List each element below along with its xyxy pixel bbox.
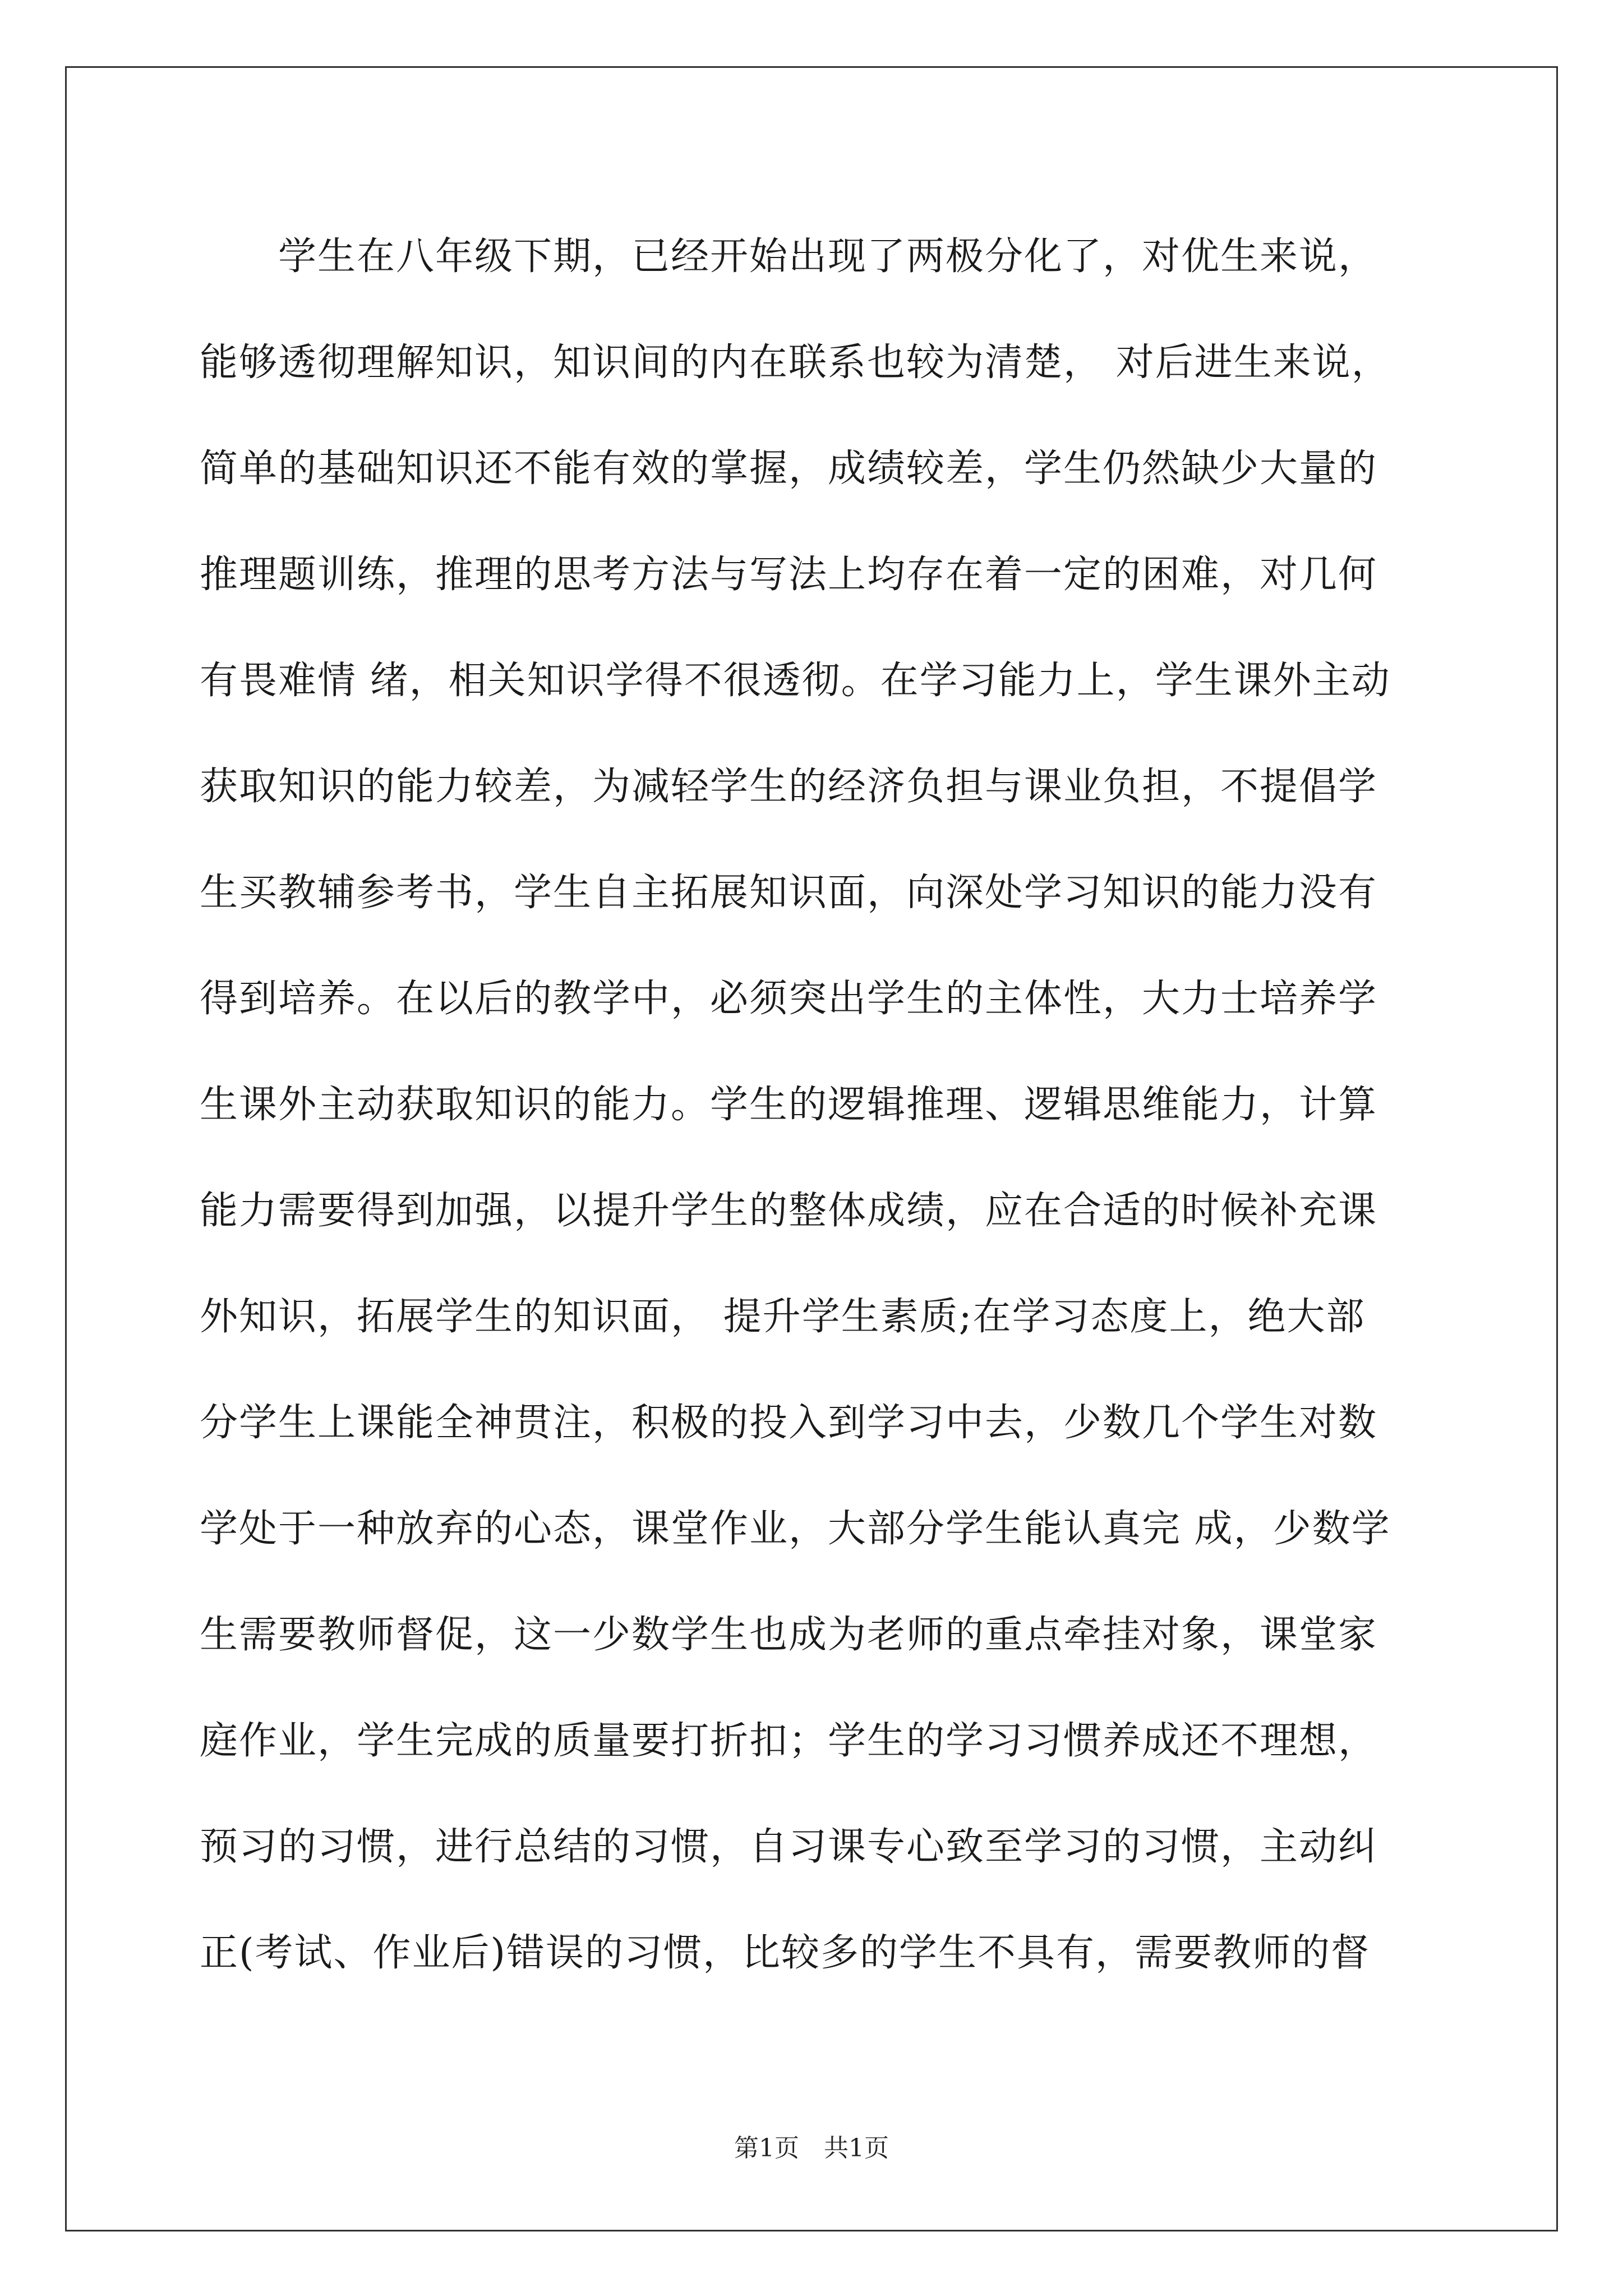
text-line: 获取知识的能力较差，为减轻学生的经济负担与课业负担，不提倡学 — [200, 765, 1378, 809]
page-number: 第1页 共1页 — [734, 2134, 889, 2162]
text-line: 简单的基础知识还不能有效的掌握，成绩较差，学生仍然缺少大量的 — [200, 447, 1378, 491]
body-text — [200, 223, 1450, 2026]
text-line: 生买教辅参考书，学生自主拓展知识面，向深处学习知识的能力没有 — [200, 871, 1378, 915]
text-line: 庭作业，学生完成的质量要打折扣；学生的学习习惯养成还不理想， — [200, 1719, 1378, 1763]
text-line: 生课外主动获取知识的能力。学生的逻辑推理、逻辑思维能力，计算 — [200, 1083, 1378, 1127]
text-line: 生需要教师督促，这一少数学生也成为老师的重点牵挂对象，课堂家 — [200, 1613, 1378, 1657]
text-line: 有畏难情 绪，相关知识学得不很透彻。在学习能力上，学生课外主动 — [200, 659, 1391, 703]
text-line: 分学生上课能全神贯注，积极的投入到学习中去，少数几个学生对数 — [200, 1401, 1378, 1445]
text-line: 能够透彻理解知识，知识间的内在联系也较为清楚， 对后进生来说， — [200, 341, 1391, 385]
text-line: 推理题训练，推理的思考方法与写法上均存在着一定的困难，对几何 — [200, 553, 1378, 597]
text-line: 正(考试、作业后)错误的习惯，比较多的学生不具有，需要教师的督 — [200, 1931, 1371, 1975]
page-footer — [0, 2132, 1623, 2165]
text-line: 能力需要得到加强，以提升学生的整体成绩，应在合适的时候补充课 — [200, 1189, 1378, 1233]
text-line: 学处于一种放弃的心态，课堂作业，大部分学生能认真完 成，少数学 — [200, 1507, 1391, 1551]
text-line: 得到培养。在以后的教学中，必须突出学生的主体性，大力士培养学 — [200, 977, 1378, 1021]
text-line: 预习的习惯，进行总结的习惯，自习课专心致至学习的习惯，主动纠 — [200, 1825, 1378, 1869]
text-line: 学生在八年级下期，已经开始出现了两极分化了，对优生来说， — [200, 234, 1378, 279]
text-line: 外知识，拓展学生的知识面， 提升学生素质;在学习态度上，绝大部 — [200, 1295, 1366, 1339]
